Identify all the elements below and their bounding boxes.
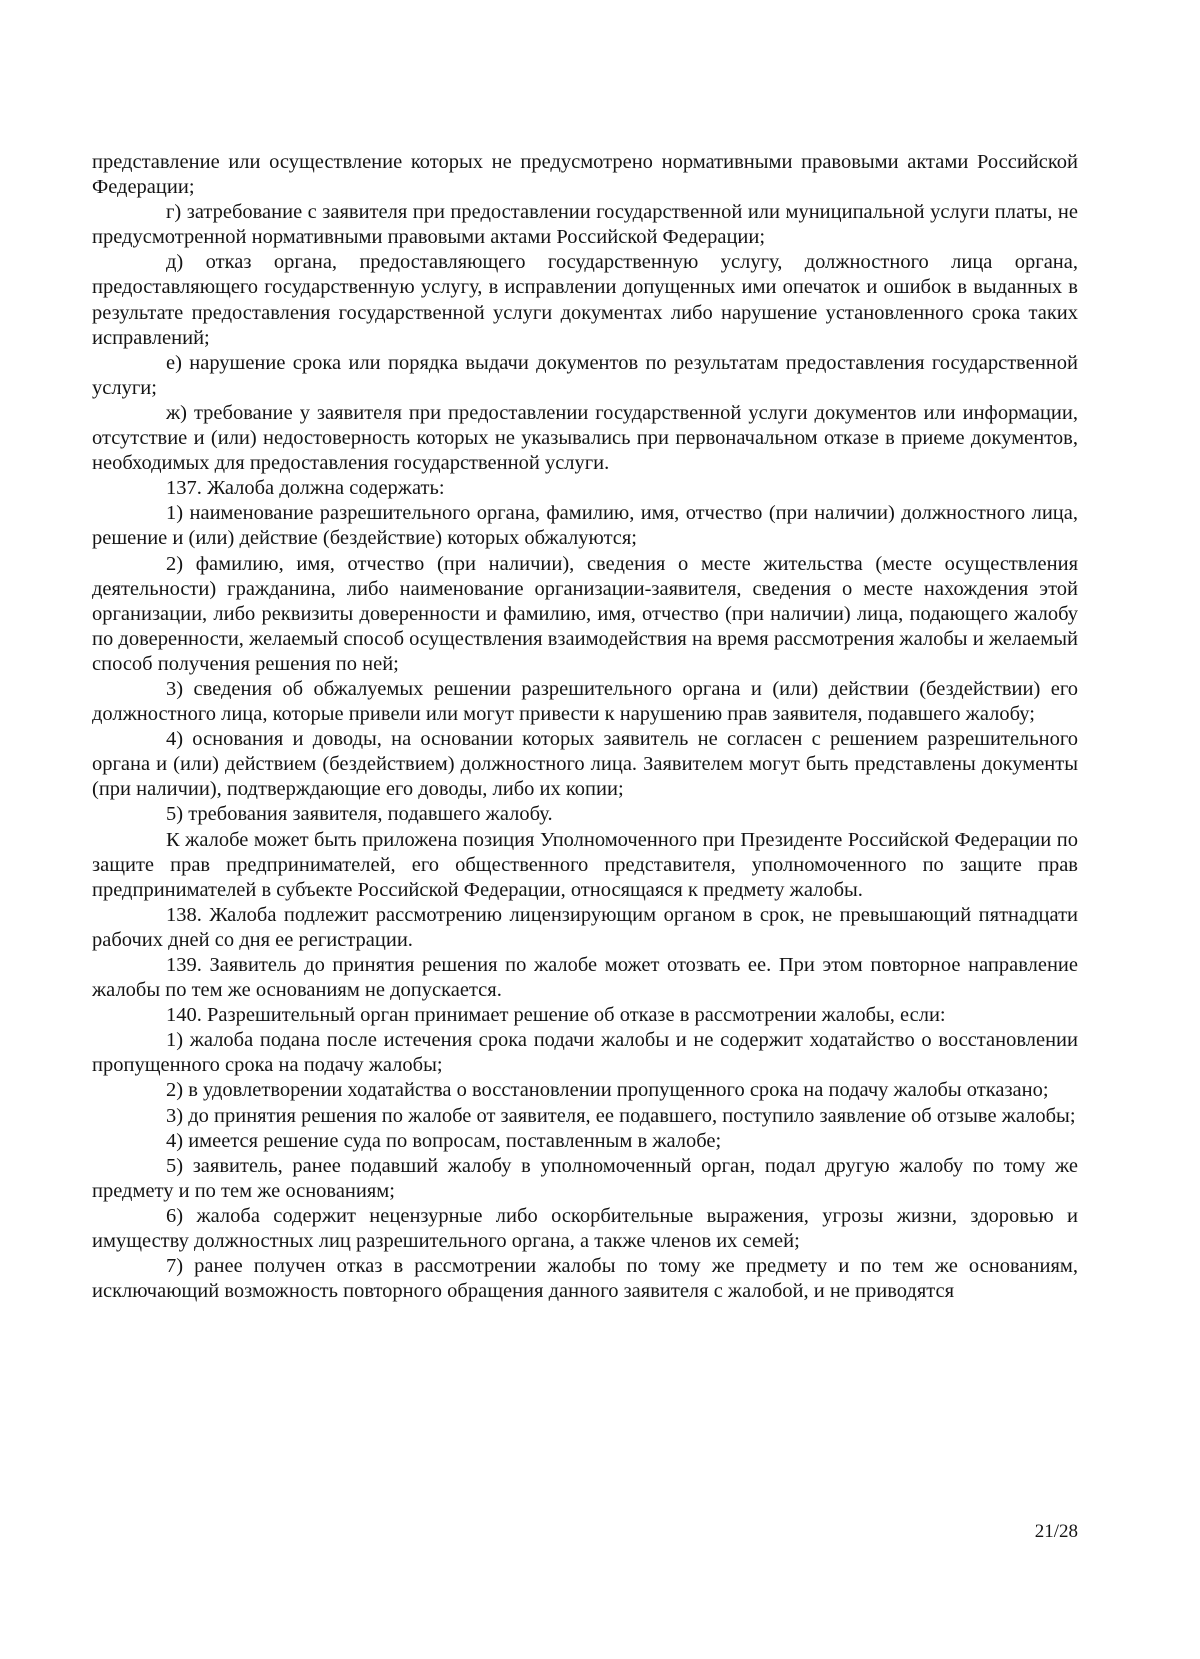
paragraph-item-e: е) нарушение срока или порядка выдачи документов по результатам предоставления государственной услуги; xyxy=(92,351,1078,399)
paragraph-140-item-4: 4) имеется решение суда по вопросам, поставленным в жалобе; xyxy=(166,1129,722,1152)
paragraph-140-item-2: 2) в удовлетворении ходатайства о восстановлении пропущенного срока на подачу жалобы отказано; xyxy=(166,1079,1049,1102)
paragraph-continuation: представление или осуществление которых не предусмотрено нормативными правовыми актами Российской Федерации; xyxy=(92,151,1078,199)
paragraph-137-item-4: 4) основания и доводы, на основании которых заявитель не согласен с решением разрешительного органа и (или) действием (бездействием) должностного лица. Заявителем могут быть представлены документы (при наличии), подтверждающие его доводы, либо их копии; xyxy=(92,728,1078,801)
paragraph-item-g: г) затребование с заявителя при предоставлении государственной или муниципальной услуги платы, не предусмотренной нормативными правовыми актами Российской Федерации; xyxy=(92,201,1078,249)
paragraph-140-item-6: 6) жалоба содержит нецензурные либо оскорбительные выражения, угрозы жизни, здоровью и имуществу должностных лиц разрешительного органа, а также членов их семей; xyxy=(92,1204,1078,1253)
page-number: 21/28 xyxy=(1034,1521,1078,1542)
paragraph-139: 139. Заявитель до принятия решения по жалобе может отозвать ее. При этом повторное направление жалобы по тем же основаниям не допускается. xyxy=(92,954,1078,1002)
paragraph-137-item-2: 2) фамилию, имя, отчество (при наличии), сведения о месте жительства (месте осуществления деятельности) гражданина, либо наименование организации-заявителя, сведения о месте нахождения этой организации, либо реквизиты доверенности и фамилию, имя, отчество (при наличии) лица, подающего жалобу по доверенности, желаемый способ осуществления взаимодействия на время рассмотрения жалобы и желаемый способ получения решения по ней; xyxy=(92,552,1078,675)
paragraph-140-item-7: 7) ранее получен отказ в рассмотрении жалобы по тому же предмету и по тем же основаниям, исключающий возможность повторного обращения данного заявителя с жалобой, и не приводятся xyxy=(92,1255,1078,1303)
paragraph-item-d: д) отказ органа, предоставляющего государственную услугу, должностного лица органа, предоставляющего государственную услугу, в исправлении допущенных ими опечаток и ошибок в выданных в результате предоставления государственной услуги документах либо нарушение установленного срока таких исправлений; xyxy=(92,251,1078,349)
paragraph-140-item-1: 1) жалоба подана после истечения срока подачи жалобы и не содержит ходатайство о восстановлении пропущенного срока на подачу жалобы; xyxy=(92,1029,1078,1077)
paragraph-item-zh: ж) требование у заявителя при предоставлении государственной услуги документов или информации, отсутствие и (или) недостоверность которых не указывались при первоначальном отказе в приеме документов, необходимых для предоставления государственной услуги. xyxy=(92,401,1078,475)
paragraph-137-attachment: К жалобе может быть приложена позиция Уполномоченного при Президенте Российской Федерации по защите прав предпринимателей, его общественного представителя, уполномоченного по защите прав предпринимателей в субъекте Российской Федерации, относящаяся к предмету жалобы. xyxy=(92,828,1078,901)
paragraph-140-item-5: 5) заявитель, ранее подавший жалобу в уполномоченный орган, подал другую жалобу по тому же предмету и по тем же основаниям; xyxy=(92,1154,1078,1202)
paragraph-138: 138. Жалоба подлежит рассмотрению лицензирующим органом в срок, не превышающий пятнадцати рабочих дней со дня ее регистрации. xyxy=(92,903,1078,951)
paragraph-137-item-3: 3) сведения об обжалуемых решении разрешительного органа и (или) действии (бездействии) его должностного лица, которые привели или могут привести к нарушению прав заявителя, подавшего жалобу; xyxy=(92,677,1078,726)
paragraph-137-item-1: 1) наименование разрешительного органа, фамилию, имя, отчество (при наличии) должностного лица, решение и (или) действие (бездействие) которых обжалуются; xyxy=(92,502,1078,550)
paragraph-140-heading: 140. Разрешительный орган принимает решение об отказе в рассмотрении жалобы, если: xyxy=(166,1004,946,1027)
document-body xyxy=(92,150,1078,1304)
paragraph-137-heading: 137. Жалоба должна содержать: xyxy=(166,477,445,500)
paragraph-137-item-5: 5) требования заявителя, подавшего жалобу. xyxy=(166,803,553,826)
paragraph-140-item-3: 3) до принятия решения по жалобе от заявителя, ее подавшего, поступило заявление об отзыве жалобы; xyxy=(166,1104,1076,1127)
